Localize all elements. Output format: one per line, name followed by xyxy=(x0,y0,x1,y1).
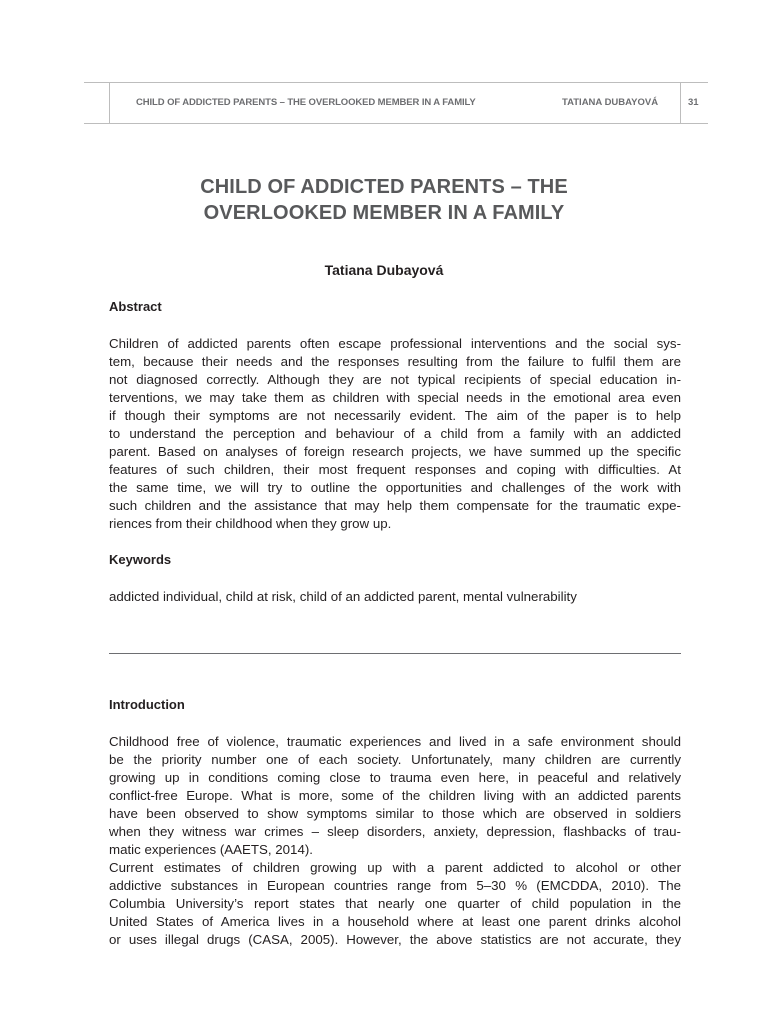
paper-title-line: OVERLOOKED MEMBER IN A FAMILY xyxy=(203,202,565,224)
paper-title-line: CHILD OF ADDICTED PARENTS – THE xyxy=(200,176,568,198)
abstract-line: terventions, we may take them as children with special needs in the emotional area even xyxy=(109,390,681,405)
header-left-rule xyxy=(109,82,110,123)
abstract-line: not diagnosed correctly. Although they are not typical recipients of special education in- xyxy=(109,372,681,387)
header-right-rule xyxy=(680,82,681,123)
abstract-body xyxy=(109,335,681,533)
abstract-line: Children of addicted parents often escape professional interventions and the social sys- xyxy=(109,336,681,351)
running-author: TATIANA DUBAYOVÁ xyxy=(562,97,659,108)
keywords-text xyxy=(109,588,681,606)
introduction-body xyxy=(109,733,681,949)
section-separator xyxy=(109,653,681,654)
header-bottom-rule xyxy=(84,123,708,124)
introduction-line: conflict-free Europe. What is more, some of the children living with an addicted parents xyxy=(109,788,681,803)
introduction-line: growing up in conditions coming close to trauma even here, in peaceful and relatively xyxy=(109,770,681,785)
header-top-rule xyxy=(84,82,708,83)
page-number: 31 xyxy=(688,97,699,108)
abstract-line: tem, because their needs and the responses resulting from the failure to fulfil them are xyxy=(109,354,681,369)
abstract-line: to understand the perception and behaviour of a child from a family with an addicted xyxy=(109,426,681,441)
abstract-line: parent. Based on analyses of foreign research projects, we have summed up the specific xyxy=(109,444,681,459)
introduction-line: Current estimates of children growing up with a parent addicted to alcohol or other xyxy=(109,860,681,875)
abstract-line: the same time, we will try to outline the opportunities and challenges of the work with xyxy=(109,480,681,495)
running-title: CHILD OF ADDICTED PARENTS – THE OVERLOOKED MEMBER IN A FAMILY xyxy=(136,97,476,108)
abstract-line: riences from their childhood when they grow up. xyxy=(109,516,392,531)
keywords-line: addicted individual, child at risk, child of an addicted parent, mental vulnerability xyxy=(109,589,577,604)
abstract-heading: Abstract xyxy=(109,299,162,314)
introduction-line: when they witness war crimes – sleep disorders, anxiety, depression, flashbacks of trau- xyxy=(109,824,681,839)
introduction-line: addictive substances in European countries range from 5–30 % (EMCDDA, 2010). The xyxy=(109,878,681,893)
author-name: Tatiana Dubayová xyxy=(324,262,444,278)
introduction-heading: Introduction xyxy=(109,697,185,712)
introduction-line: matic experiences (AAETS, 2014). xyxy=(109,842,313,857)
introduction-line: Columbia University’s report states that nearly one quarter of child population in the xyxy=(109,896,681,911)
introduction-line: or uses illegal drugs (CASA, 2005). However, the above statistics are not accurate, they xyxy=(109,932,681,947)
paper-title xyxy=(100,174,668,226)
introduction-line: United States of America lives in a household where at least one parent drinks alcohol xyxy=(109,914,681,929)
keywords-heading: Keywords xyxy=(109,552,172,567)
abstract-line: features of such children, their most frequent responses and coping with difficulties. At xyxy=(109,462,681,477)
abstract-line: such children and the assistance that may help them compensate for the traumatic expe- xyxy=(109,498,681,513)
abstract-line: if though their symptoms are not necessarily evident. The aim of the paper is to help xyxy=(109,408,681,423)
introduction-line: be the priority number one of each society. Unfortunately, many children are currently xyxy=(109,752,681,767)
introduction-line: have been observed to show symptoms similar to those which are observed in soldiers xyxy=(109,806,681,821)
introduction-line: Childhood free of violence, traumatic experiences and lived in a safe environment should xyxy=(109,734,681,749)
